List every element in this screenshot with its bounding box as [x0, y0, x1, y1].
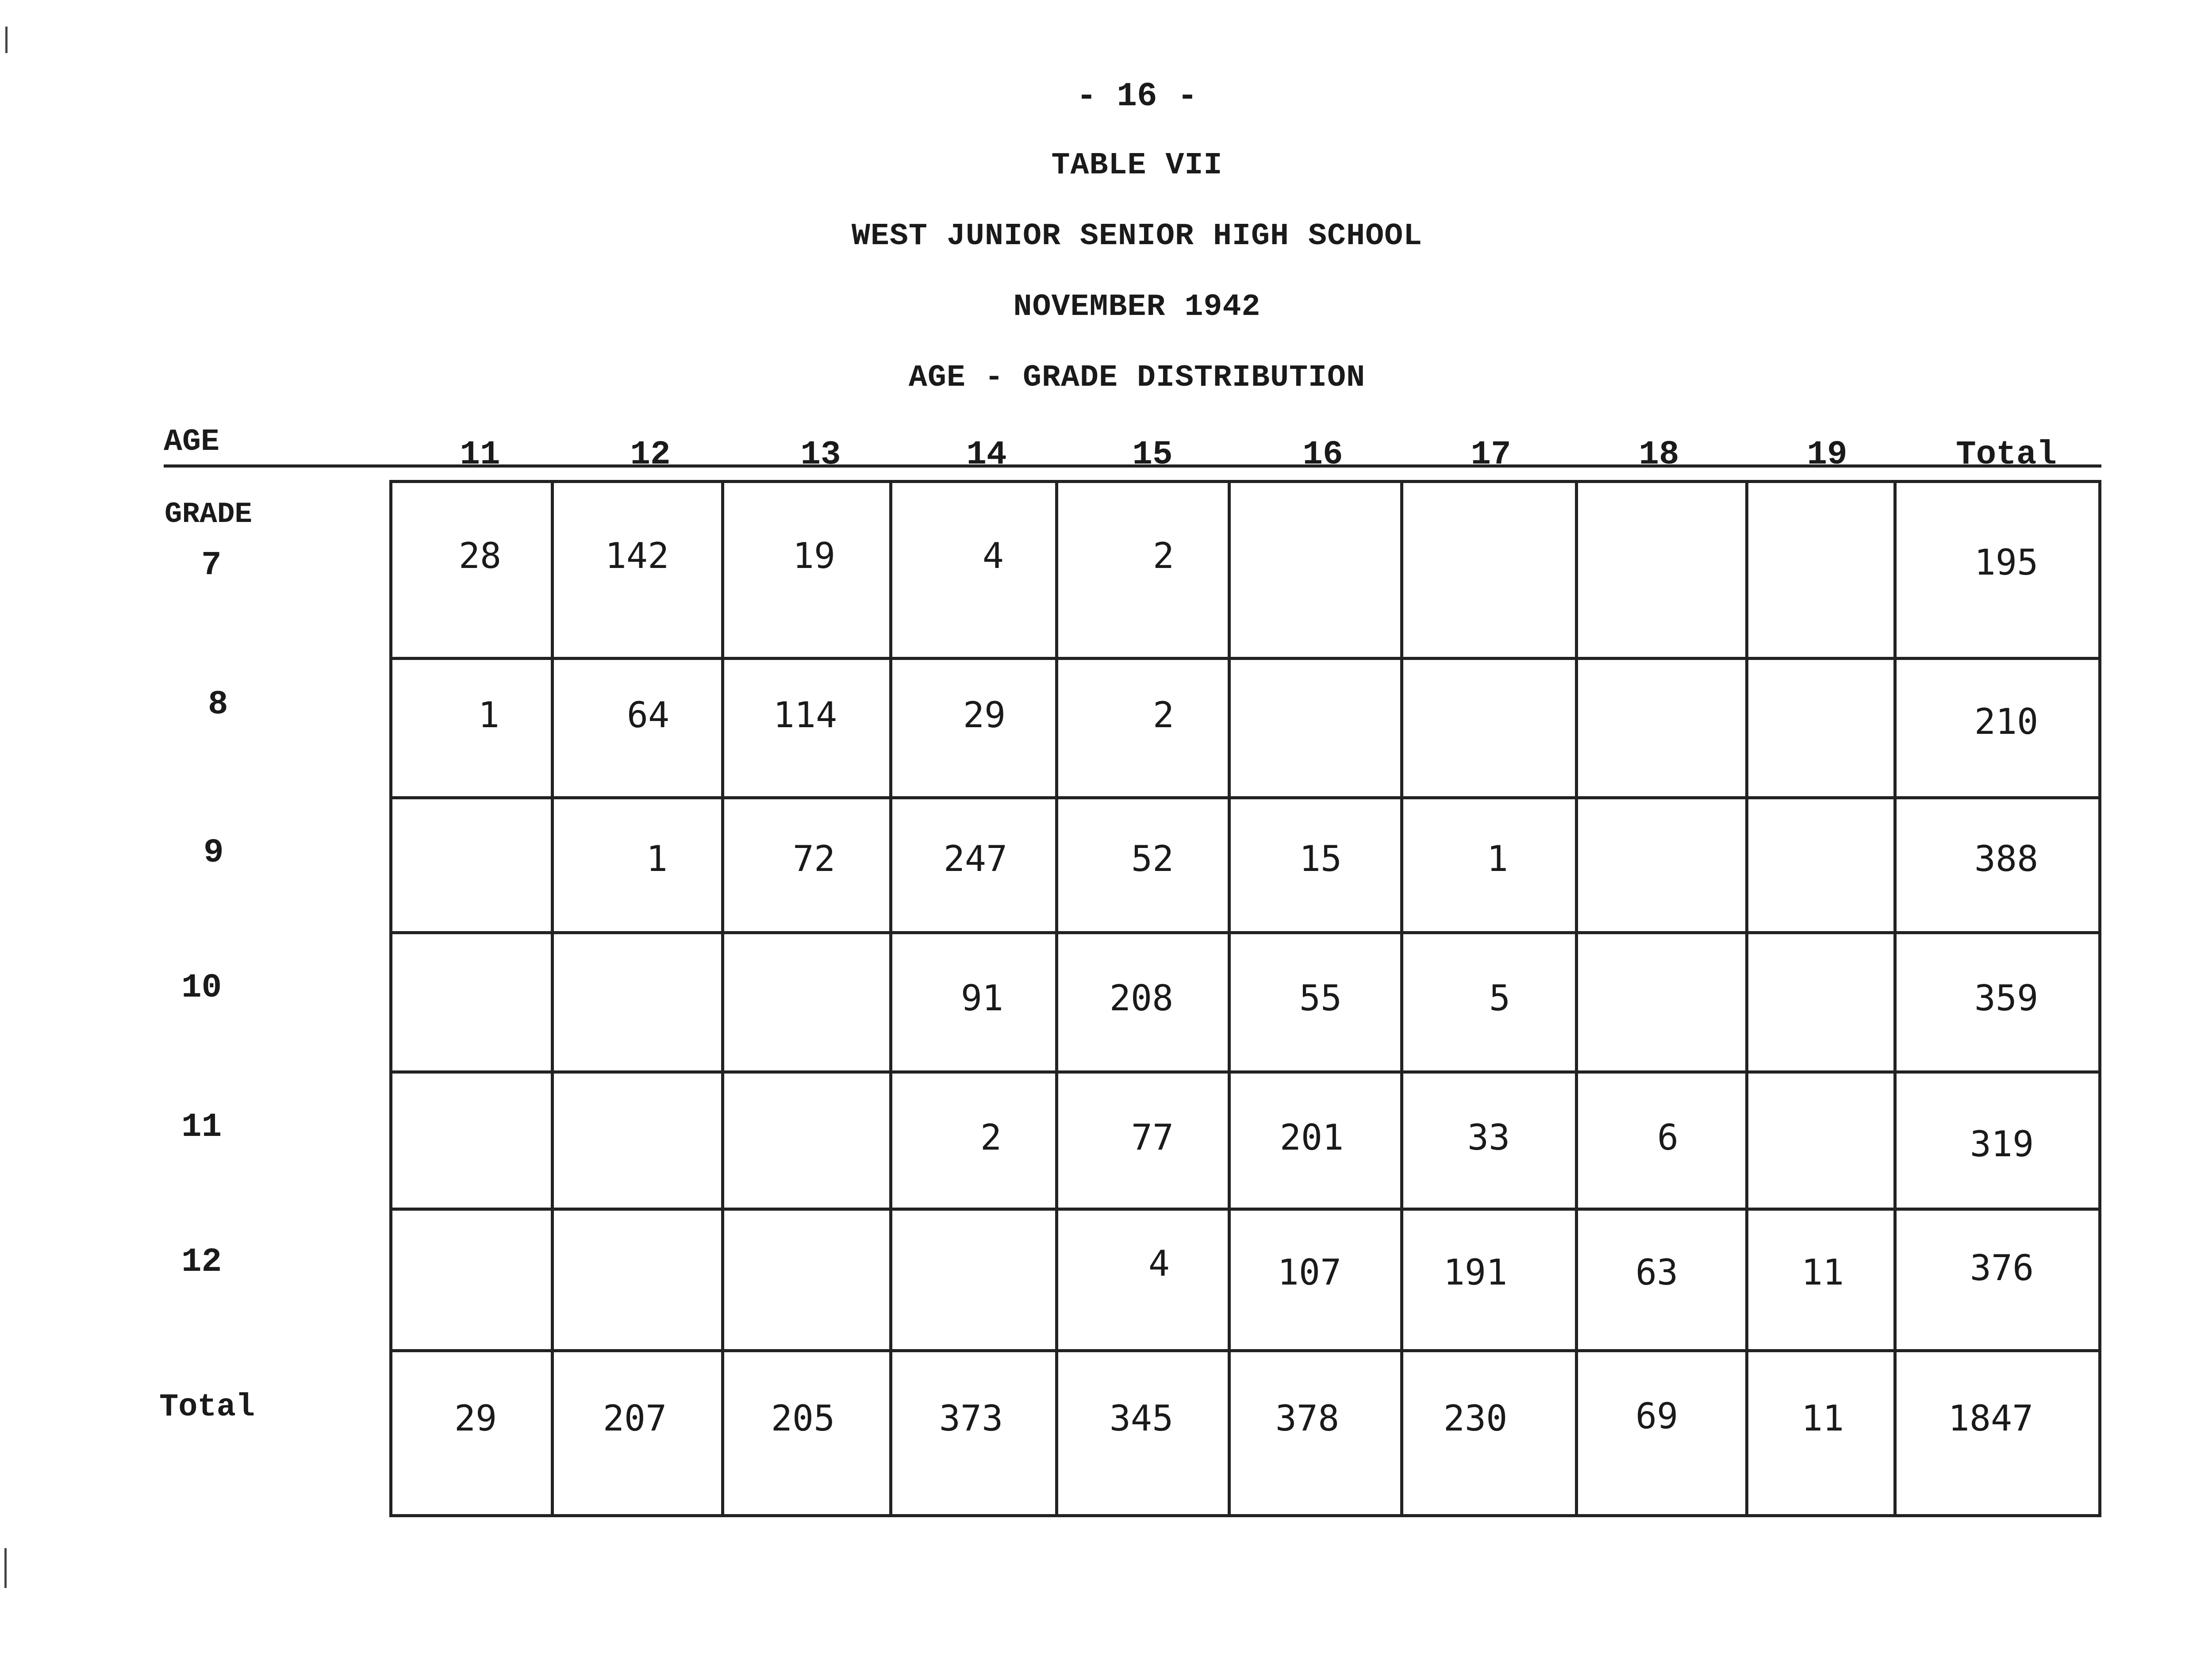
- table-cell-total: 195: [1974, 542, 2039, 583]
- table-cell: 4: [982, 535, 1004, 576]
- grade-label: 12: [181, 1243, 222, 1281]
- table-cell: 33: [1467, 1117, 1510, 1158]
- table-cell: 19: [792, 535, 836, 576]
- age-header-total: Total: [1955, 436, 2057, 474]
- scan-mark: [5, 27, 8, 53]
- school-name: WEST JUNIOR SENIOR HIGH SCHOOL: [851, 219, 1423, 254]
- table-cell-total: 359: [1974, 978, 2039, 1019]
- age-header-15: 15: [1132, 436, 1173, 474]
- table-cell: 69: [1635, 1396, 1678, 1437]
- table-cell: 2: [1152, 535, 1175, 576]
- table-cell: 29: [454, 1398, 497, 1439]
- grade-axis-label: GRADE: [165, 498, 253, 531]
- table-cell: 5: [1489, 978, 1511, 1019]
- table-row: [0, 535, 2212, 584]
- grade-label: 10: [181, 969, 222, 1007]
- table-cell: 64: [626, 694, 670, 736]
- table-cell: 28: [458, 535, 502, 576]
- grade-label: 8: [208, 686, 228, 724]
- table-cell: 114: [773, 694, 837, 736]
- age-header-12: 12: [630, 436, 671, 474]
- table-cell-total: 388: [1974, 838, 2039, 879]
- table-cell: 29: [963, 694, 1006, 736]
- grid-hline: [389, 1514, 2101, 1517]
- table-row: [0, 1243, 2212, 1296]
- grid-hline: [389, 1349, 2101, 1352]
- age-header-14: 14: [966, 436, 1007, 474]
- table-cell: 207: [603, 1398, 667, 1439]
- table-cell: 4: [1148, 1243, 1170, 1284]
- table-cell: 107: [1277, 1252, 1342, 1293]
- table-cell: 1: [646, 838, 668, 879]
- table-row: [0, 834, 2212, 882]
- grid-hline: [389, 1208, 2101, 1211]
- grid-hline: [389, 796, 2101, 799]
- table-cell: 201: [1279, 1117, 1344, 1158]
- table-cell: 63: [1635, 1252, 1678, 1293]
- table-row: [0, 969, 2212, 1022]
- table-cell-total: 210: [1974, 701, 2039, 742]
- table-cell: 373: [939, 1398, 1003, 1439]
- table-cell: 1: [478, 694, 500, 736]
- age-axis-label: AGE: [164, 425, 220, 460]
- report-date: NOVEMBER 1942: [1013, 290, 1261, 325]
- grid-hline: [389, 657, 2101, 660]
- table-row-total: [0, 1389, 2212, 1442]
- age-header-18: 18: [1639, 436, 1679, 474]
- scan-mark: [4, 1548, 7, 1588]
- table-cell: 247: [943, 838, 1008, 879]
- table-cell: 77: [1131, 1117, 1174, 1158]
- age-header-11: 11: [460, 436, 500, 474]
- table-cell: 6: [1657, 1117, 1679, 1158]
- age-header-17: 17: [1471, 436, 1511, 474]
- total-row-label: Total: [159, 1389, 255, 1425]
- table-cell: 11: [1801, 1398, 1844, 1439]
- table-row: [0, 686, 2212, 742]
- table-cell: 15: [1299, 838, 1342, 879]
- table-cell: 55: [1299, 978, 1342, 1019]
- age-header-13: 13: [800, 436, 841, 474]
- age-header-19: 19: [1807, 436, 1847, 474]
- table-cell: 91: [960, 978, 1004, 1019]
- table-cell-total: 376: [1970, 1247, 2034, 1289]
- table-cell: 191: [1443, 1252, 1508, 1293]
- table-cell: 345: [1109, 1398, 1174, 1439]
- grid-hline: [389, 1070, 2101, 1074]
- grade-label: 9: [204, 834, 224, 872]
- table-cell: 72: [792, 838, 836, 879]
- grade-label: 11: [181, 1108, 222, 1146]
- table-cell: 230: [1443, 1398, 1508, 1439]
- table-cell: 11: [1801, 1252, 1844, 1293]
- table-number: TABLE VII: [1051, 148, 1223, 183]
- table-subtitle: AGE - GRADE DISTRIBUTION: [908, 361, 1366, 395]
- table-cell: 2: [1152, 694, 1175, 736]
- table-cell: 208: [1109, 978, 1174, 1019]
- table-cell-total: 1847: [1948, 1398, 2034, 1439]
- table-cell: 1: [1486, 838, 1509, 879]
- table-row: [0, 1108, 2212, 1165]
- table-cell-total: 319: [1970, 1124, 2034, 1165]
- table-cell: 2: [980, 1117, 1002, 1158]
- grid-hline: [389, 931, 2101, 934]
- age-header-16: 16: [1302, 436, 1343, 474]
- table-cell: 378: [1275, 1398, 1340, 1439]
- table-cell: 142: [605, 535, 669, 576]
- grade-label: 7: [201, 546, 222, 584]
- page-number: - 16 -: [1076, 77, 1198, 115]
- table-cell: 52: [1131, 838, 1174, 879]
- grid-hline: [389, 480, 2101, 483]
- table-cell: 205: [771, 1398, 835, 1439]
